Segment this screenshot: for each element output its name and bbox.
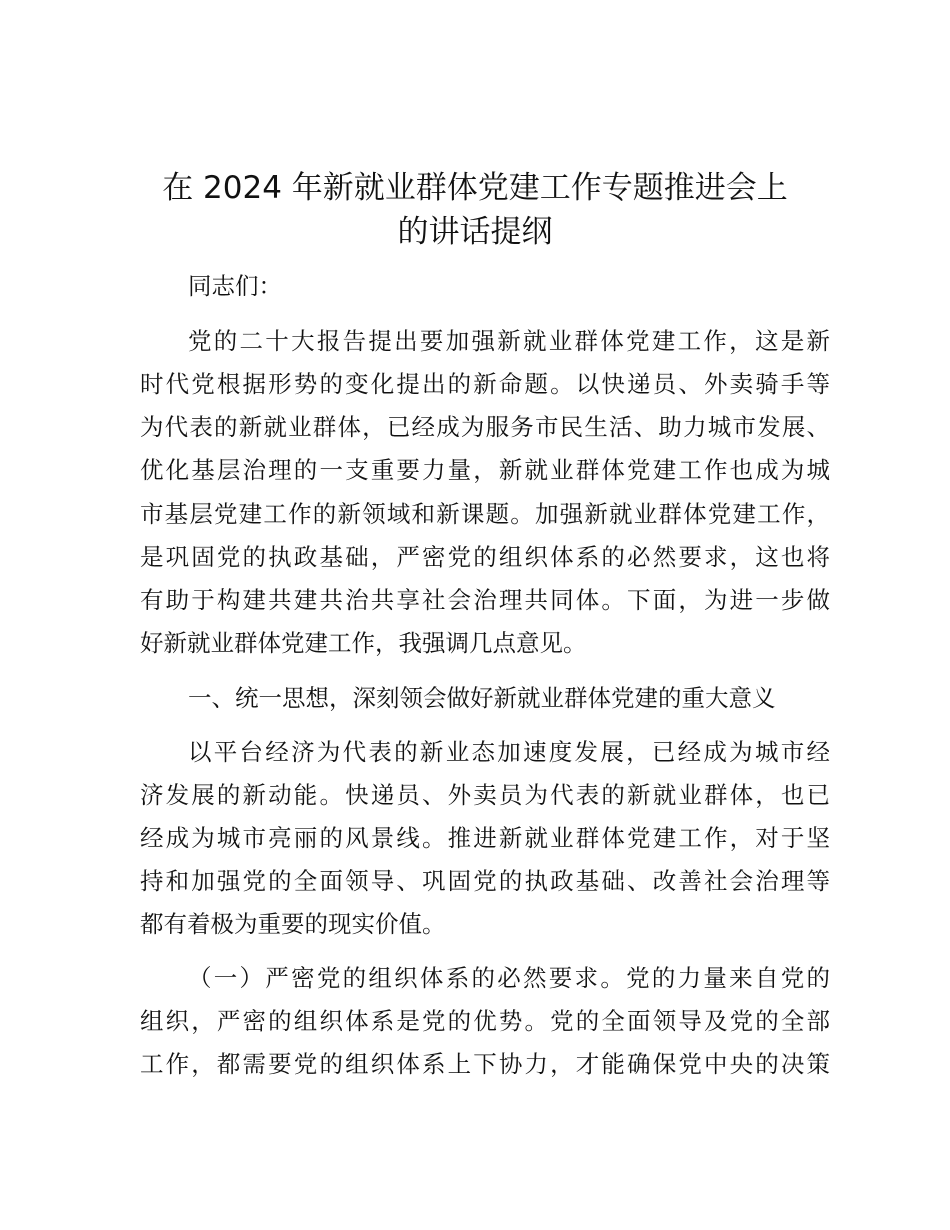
paragraph-3-line: 组织，严密的组织体系是党的优势。党的全面领导及党的全部 [140, 1007, 830, 1035]
paragraph-1-line: 好新就业群体党建工作，我强调几点意见。 [140, 629, 587, 657]
paragraph-3-line: （一）严密党的组织体系的必然要求。党的力量来自党的 [188, 964, 830, 992]
paragraph-1-line: 时代党根据形势的变化提出的新命题。以快递员、外卖骑手等 [140, 370, 830, 398]
paragraph-2-line: 都有着极为重要的现实价值。 [140, 910, 446, 938]
paragraph-1-line: 为代表的新就业群体，已经成为服务市民生活、助力城市发展、 [140, 413, 830, 441]
paragraph-1-line: 优化基层治理的一支重要力量，新就业群体党建工作也成为城 [140, 456, 830, 484]
paragraph-3-line: 工作，都需要党的组织体系上下协力，才能确保党中央的决策 [140, 1050, 830, 1078]
section-heading-1: 一、统一思想，深刻领会做好新就业群体党建的重大意义 [188, 684, 776, 712]
document-title [140, 166, 810, 254]
paragraph-1-line: 有助于构建共建共治共享社会治理共同体。下面，为进一步做 [140, 586, 830, 614]
paragraph-2-line: 以平台经济为代表的新业态加速度发展，已经成为城市经 [188, 738, 830, 766]
paragraph-2-line: 济发展的新动能。快递员、外卖员为代表的新就业群体，也已 [140, 781, 830, 809]
paragraph-2-line: 持和加强党的全面领导、巩固党的执政基础、改善社会治理等 [140, 867, 830, 895]
paragraph-1-line: 党的二十大报告提出要加强新就业群体党建工作，这是新 [188, 327, 830, 355]
title-line-2: 的讲话提纲 [397, 214, 553, 250]
paragraph-2-line: 经成为城市亮丽的风景线。推进新就业群体党建工作，对于坚 [140, 824, 830, 852]
salutation: 同志们： [188, 272, 282, 300]
paragraph-1-line: 是巩固党的执政基础，严密党的组织体系的必然要求，这也将 [140, 543, 830, 571]
title-line-1: 在 2024 年新就业群体党建工作专题推进会上 [162, 170, 788, 206]
paragraph-1-line: 市基层党建工作的新领域和新课题。加强新就业群体党建工作， [140, 500, 830, 528]
